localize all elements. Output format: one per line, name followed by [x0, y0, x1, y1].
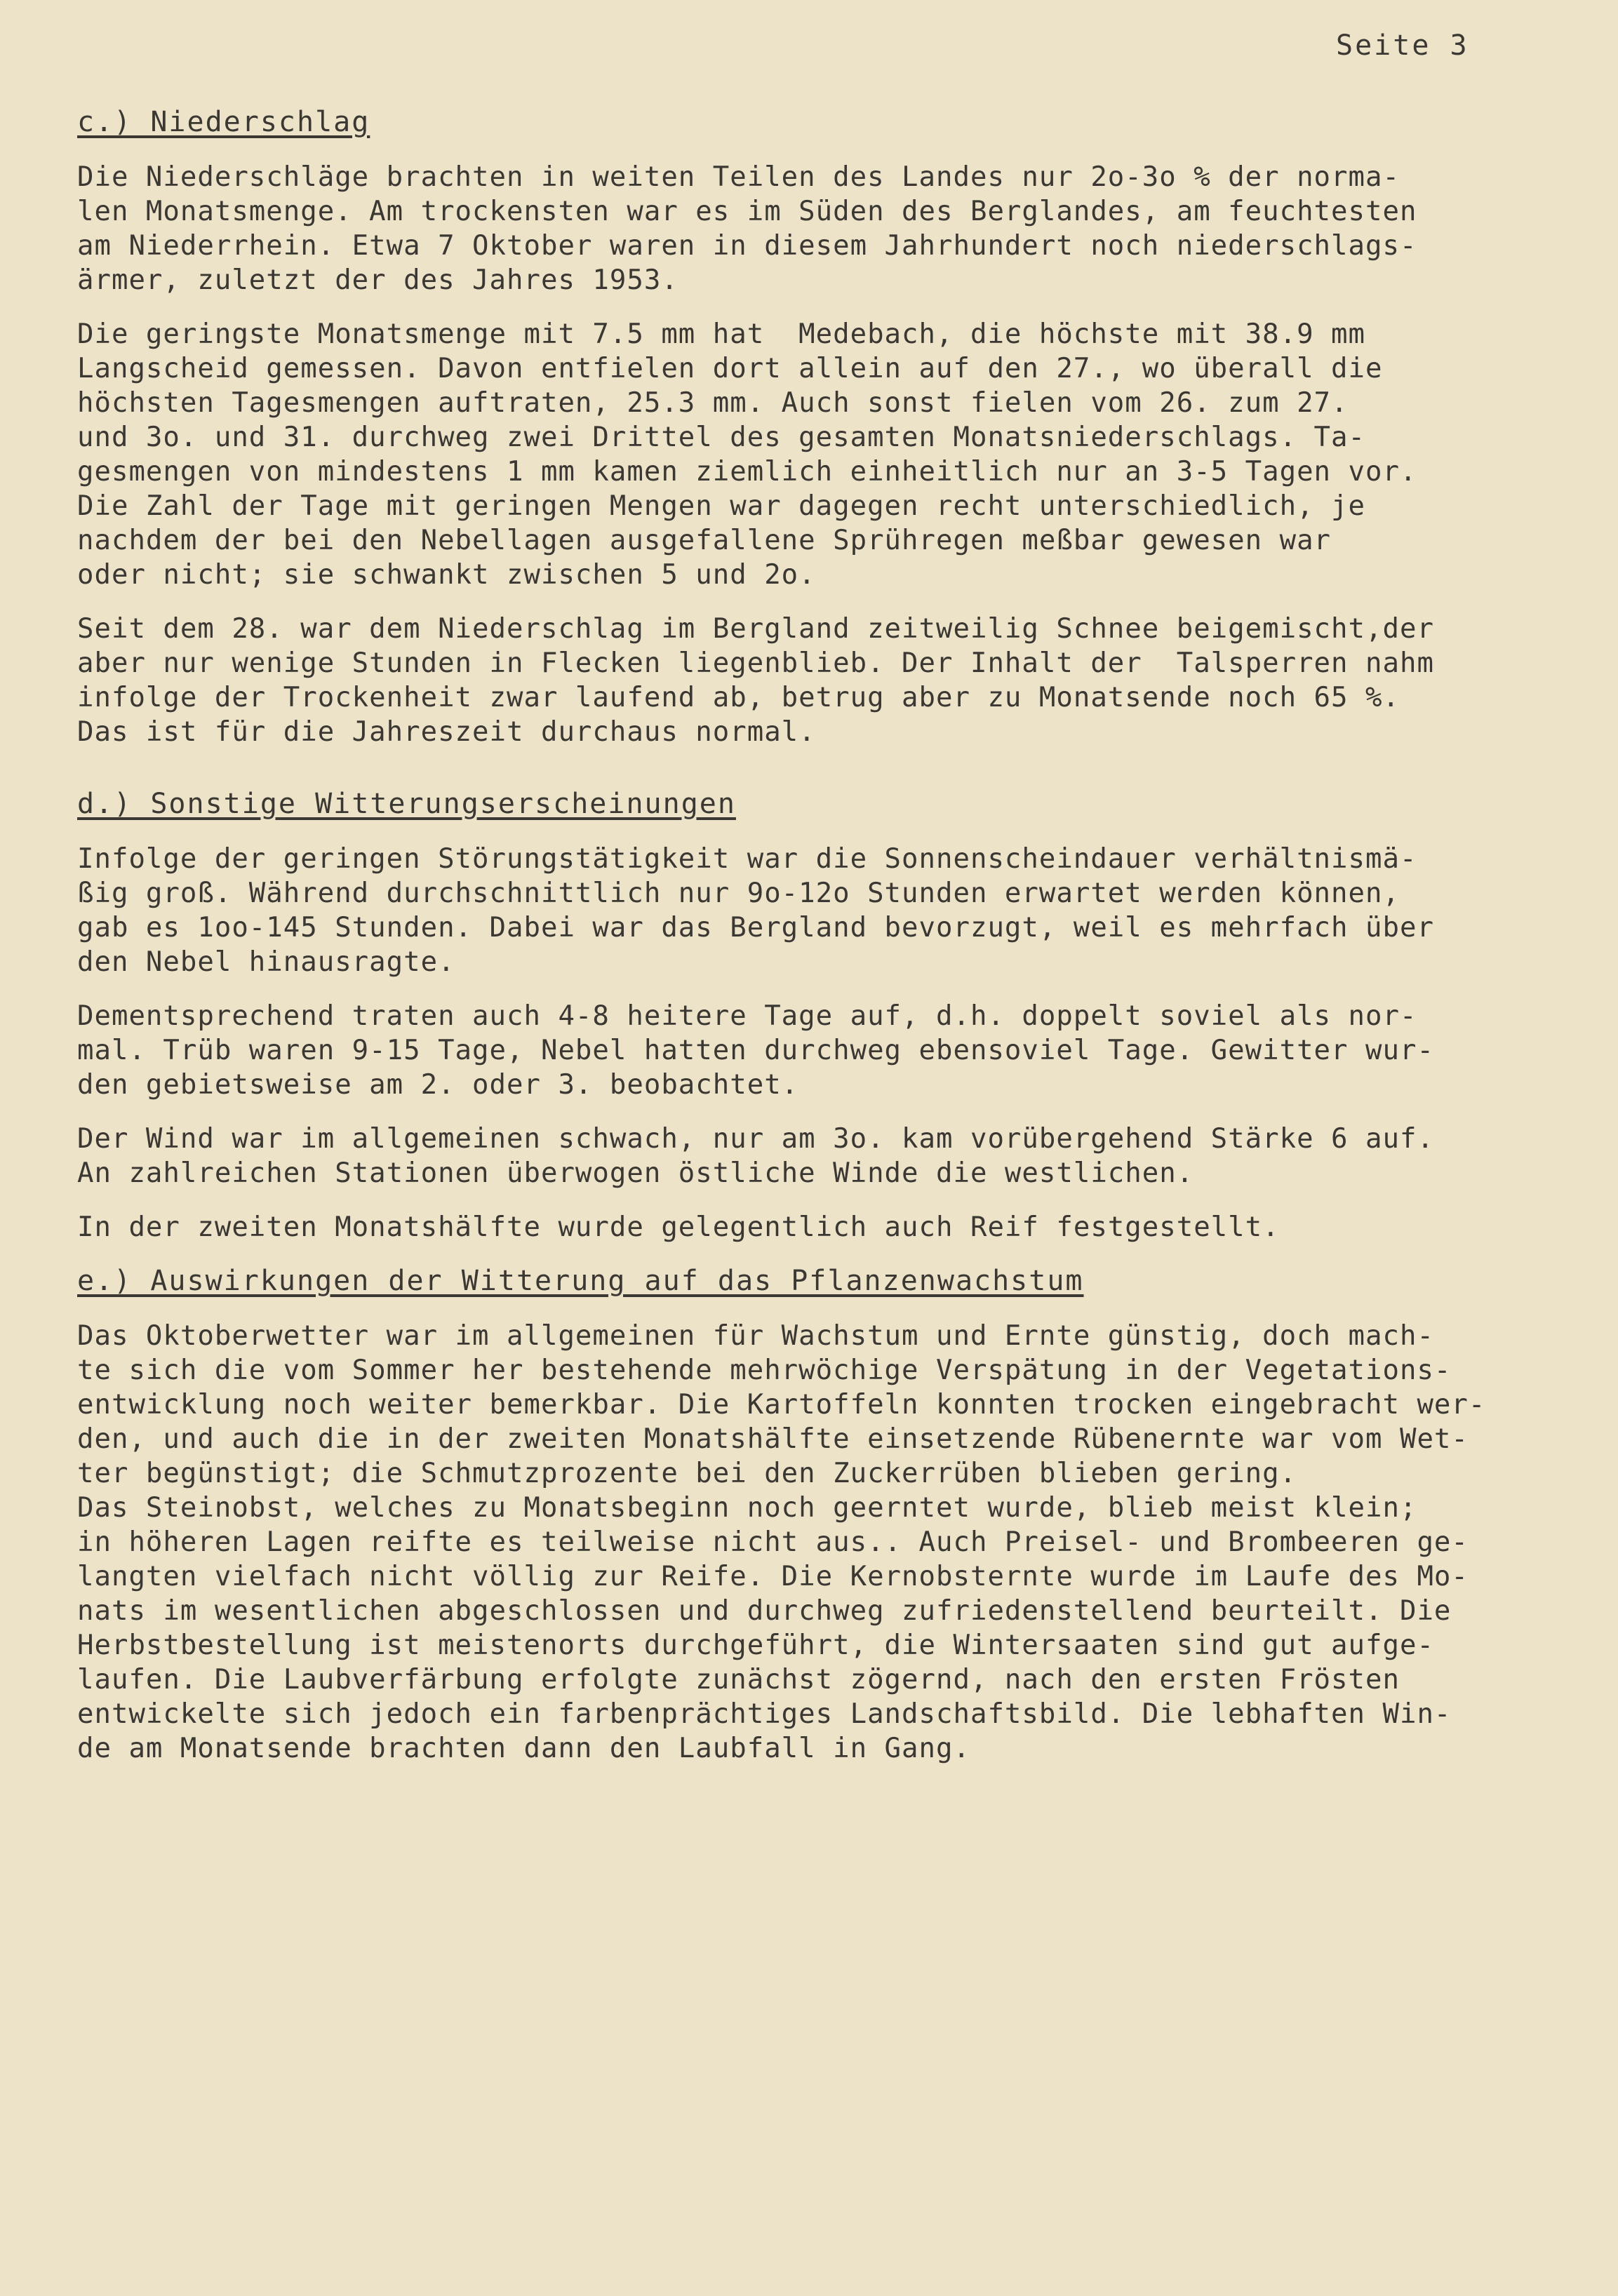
text-line: nats im wesentlichen abgeschlossen und durchweg zufriedenstellend beurteilt. Die — [77, 1595, 1452, 1627]
paragraph — [77, 1319, 1586, 1491]
section-sonstige-witterungserscheinungen — [77, 787, 1586, 1244]
text-line: entwickelte sich jedoch ein farbenprächtiges Landschaftsbild. Die lebhaften Win- — [77, 1698, 1452, 1730]
text-line: gab es 1oo-145 Stunden. Dabei war das Bergland bevorzugt, weil es mehrfach über — [77, 912, 1434, 944]
text-line: Das ist für die Jahreszeit durchaus normal. — [77, 716, 816, 748]
text-line: langten vielfach nicht völlig zur Reife. Die Kernobsternte wurde im Laufe des Mo- — [77, 1561, 1469, 1592]
text-line: Herbstbestellung ist meistenorts durchgeführt, die Wintersaaten sind gut aufge- — [77, 1630, 1434, 1661]
paragraph — [77, 999, 1586, 1102]
text-line: Das Steinobst, welches zu Monatsbeginn noch geerntet wurde, blieb meist klein; — [77, 1492, 1417, 1524]
text-line: ßig groß. Während durchschnittlich nur 9o-12o Stunden erwartet werden können, — [77, 878, 1400, 909]
text-line: den, und auch die in der zweiten Monatshälfte einsetzende Rübenernte war vom Wet- — [77, 1423, 1469, 1455]
section-auswirkungen-pflanzenwachstum — [77, 1264, 1586, 1766]
text-line: An zahlreichen Stationen überwogen östliche Winde die westlichen. — [77, 1157, 1194, 1189]
text-line: Die geringste Monatsmenge mit 7.5 mm hat Medebach, die höchste mit 38.9 mm — [77, 318, 1365, 350]
section-heading: c.) Niederschlag — [77, 106, 370, 138]
text-line: ärmer, zuletzt der des Jahres 1953. — [77, 264, 678, 296]
paragraph — [77, 1210, 1586, 1244]
text-line: oder nicht; sie schwankt zwischen 5 und 2o. — [77, 559, 816, 591]
paragraph — [77, 1491, 1586, 1766]
text-line: laufen. Die Laubverfärbung erfolgte zunächst zögernd, nach den ersten Frösten — [77, 1664, 1400, 1696]
text-line: aber nur wenige Stunden in Flecken liegenblieb. Der Inhalt der Talsperren nahm — [77, 647, 1434, 679]
text-line: Dementsprechend traten auch 4-8 heitere Tage auf, d.h. doppelt soviel als nor- — [77, 1000, 1417, 1032]
section-niederschlag — [77, 105, 1586, 749]
text-line: Der Wind war im allgemeinen schwach, nur am 3o. kam vorübergehend Stärke 6 auf. — [77, 1123, 1434, 1155]
paragraph — [77, 1122, 1586, 1190]
text-line: Infolge der geringen Störungstätigkeit war die Sonnenscheindauer verhältnismä- — [77, 843, 1417, 875]
text-line: den Nebel hinausragte. — [77, 946, 455, 978]
text-line: Langscheid gemessen. Davon entfielen dort allein auf den 27., wo überall die — [77, 353, 1383, 384]
text-line: ter begünstigt; die Schmutzprozente bei den Zuckerrüben blieben gering. — [77, 1458, 1297, 1489]
section-heading: e.) Auswirkungen der Witterung auf das Pflanzenwachstum — [77, 1265, 1084, 1297]
text-line: Das Oktoberwetter war im allgemeinen für Wachstum und Ernte günstig, doch mach- — [77, 1320, 1434, 1352]
text-line: de am Monatsende brachten dann den Laubfall in Gang. — [77, 1733, 970, 1764]
text-line: mal. Trüb waren 9-15 Tage, Nebel hatten durchweg ebensoviel Tage. Gewitter wur- — [77, 1035, 1434, 1066]
text-line: in höheren Lagen reifte es teilweise nicht aus.. Auch Preisel- und Brombeeren ge- — [77, 1526, 1469, 1558]
page-number: Seite 3 — [1336, 29, 1469, 62]
text-line: te sich die vom Sommer her bestehende mehrwöchige Verspätung in der Vegetations- — [77, 1355, 1452, 1386]
text-line: gesmengen von mindestens 1 mm kamen ziemlich einheitlich nur an 3-5 Tagen vor. — [77, 456, 1417, 488]
text-line: den gebietsweise am 2. oder 3. beobachtet. — [77, 1069, 799, 1101]
text-line: Seit dem 28. war dem Niederschlag im Bergland zeitweilig Schnee beigemischt,der — [77, 613, 1434, 645]
paragraph — [77, 612, 1586, 749]
text-line: len Monatsmenge. Am trockensten war es im Süden des Berglandes, am feuchtesten — [77, 196, 1417, 227]
section-heading: d.) Sonstige Witterungserscheinungen — [77, 788, 736, 820]
text-line: In der zweiten Monatshälfte wurde gelegentlich auch Reif festgestellt. — [77, 1211, 1280, 1243]
text-line: nachdem der bei den Nebellagen ausgefallene Sprühregen meßbar gewesen war — [77, 525, 1332, 556]
text-line: am Niederrhein. Etwa 7 Oktober waren in diesem Jahrhundert noch niederschlags- — [77, 230, 1417, 262]
text-line: entwicklung noch weiter bemerkbar. Die Kartoffeln konnten trocken eingebracht wer- — [77, 1389, 1486, 1421]
paragraph — [77, 317, 1586, 592]
paragraph — [77, 160, 1586, 297]
text-line: höchsten Tagesmengen auftraten, 25.3 mm. Auch sonst fielen vom 26. zum 27. — [77, 387, 1349, 419]
text-line: und 3o. und 31. durchweg zwei Drittel des gesamten Monatsniederschlags. Ta- — [77, 422, 1365, 453]
document-body — [77, 105, 1586, 1785]
text-line: Die Zahl der Tage mit geringen Mengen war dagegen recht unterschiedlich, je — [77, 490, 1365, 522]
paragraph — [77, 842, 1586, 979]
text-line: Die Niederschläge brachten in weiten Teilen des Landes nur 2o-3o % der norma- — [77, 161, 1400, 193]
text-line: infolge der Trockenheit zwar laufend ab, betrug aber zu Monatsende noch 65 %. — [77, 682, 1400, 713]
